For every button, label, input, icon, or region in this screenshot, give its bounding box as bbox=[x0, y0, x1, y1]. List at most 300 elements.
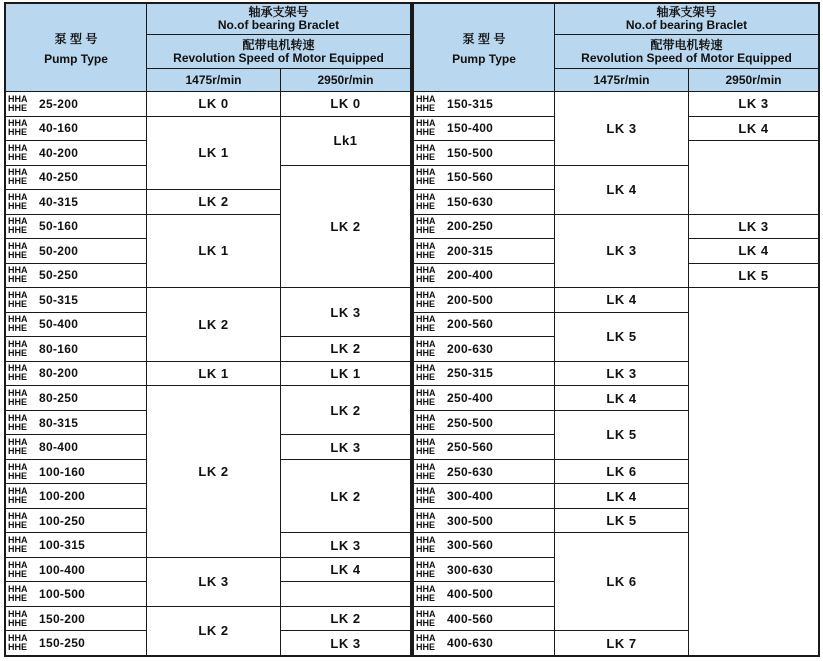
motor-speed-header-en: Revolution Speed of Motor Equipped bbox=[173, 50, 384, 65]
series-label-bottom: HHE bbox=[8, 617, 28, 628]
bearing-2950-cell bbox=[280, 630, 410, 655]
bearing-2950-label: LK 1 bbox=[330, 365, 361, 381]
bearing-1475-label: LK 4 bbox=[606, 182, 637, 198]
series-label bbox=[6, 95, 34, 113]
bearing-2950-label: LK 2 bbox=[330, 488, 361, 504]
pump-model-cell bbox=[6, 434, 146, 459]
bearing-2950-label: LK 4 bbox=[330, 562, 361, 578]
bearing-bracket-header bbox=[554, 4, 818, 34]
pump-size: 200-400 bbox=[447, 268, 494, 283]
pump-model-cell bbox=[414, 483, 554, 508]
series-label-bottom: HHE bbox=[8, 323, 28, 334]
pump-size: 80-250 bbox=[39, 391, 79, 405]
pump-size: 40-315 bbox=[39, 194, 79, 209]
bearing-2950-label: LK 3 bbox=[738, 96, 769, 112]
pump-size: 100-400 bbox=[39, 562, 86, 577]
bearing-1475-label: LK 3 bbox=[606, 365, 637, 381]
pump-size: 200-500 bbox=[447, 292, 494, 307]
bearing-2950-label: LK 3 bbox=[330, 537, 361, 553]
series-label-bottom: HHE bbox=[8, 274, 28, 285]
series-label-top: HHA bbox=[416, 633, 436, 644]
series-label bbox=[414, 487, 442, 505]
bearing-2950-label: LK 2 bbox=[330, 611, 361, 627]
series-label bbox=[6, 291, 34, 309]
pump-model-cell bbox=[414, 189, 554, 214]
pump-model-cell bbox=[414, 532, 554, 557]
pump-model-cell bbox=[414, 434, 554, 459]
pump-model-cell bbox=[6, 385, 146, 410]
series-label-bottom: HHE bbox=[416, 151, 436, 162]
bearing-1475-cell bbox=[554, 287, 688, 312]
series-label-top: HHA bbox=[416, 338, 436, 349]
rpm-2950-label: 2950r/min bbox=[317, 72, 374, 87]
bearing-2950-label: LK 2 bbox=[330, 341, 361, 357]
series-label-top: HHA bbox=[8, 608, 28, 619]
pump-size: 100-315 bbox=[39, 538, 86, 553]
bearing-2950-label: LK 3 bbox=[330, 304, 361, 320]
bearing-1475-label: LK 5 bbox=[606, 329, 637, 345]
series-label bbox=[414, 315, 442, 333]
series-label-bottom: HHE bbox=[8, 372, 28, 383]
bearing-1475-label: LK 1 bbox=[198, 145, 229, 161]
bearing-1475-cell bbox=[146, 214, 280, 288]
series-label-bottom: HHE bbox=[8, 568, 28, 579]
series-label-bottom: HHE bbox=[416, 470, 436, 481]
pump-size: 100-200 bbox=[39, 489, 86, 504]
bearing-1475-label: LK 4 bbox=[606, 488, 637, 504]
rpm-1475-label: 1475r/min bbox=[593, 72, 650, 87]
series-label-bottom: HHE bbox=[8, 593, 28, 604]
series-label-top: HHA bbox=[416, 191, 436, 202]
bearing-bracket-header-en: No.of bearing Braclet bbox=[625, 18, 748, 32]
pump-model-cell bbox=[414, 140, 554, 165]
series-label-bottom: HHE bbox=[416, 519, 436, 530]
pump-size: 80-160 bbox=[39, 341, 79, 356]
series-label bbox=[414, 291, 442, 309]
bearing-1475-label: LK 4 bbox=[606, 292, 637, 308]
series-label-top: HHA bbox=[8, 388, 28, 398]
series-label-bottom: HHE bbox=[416, 372, 436, 383]
series-label-top: HHA bbox=[416, 167, 436, 178]
pump-model-cell bbox=[6, 189, 146, 214]
pump-model-cell bbox=[6, 263, 146, 288]
bearing-1475-label: LK 3 bbox=[606, 120, 637, 136]
pump-model-cell bbox=[6, 459, 146, 484]
pump-model-cell bbox=[6, 238, 146, 263]
bearing-2950-cell bbox=[280, 532, 410, 557]
series-label bbox=[6, 340, 34, 358]
series-label-top: HHA bbox=[416, 93, 436, 104]
pump-size: 150-250 bbox=[39, 636, 86, 651]
pump-size: 100-160 bbox=[39, 464, 86, 479]
pump-model-cell bbox=[6, 336, 146, 361]
pump-size: 250-560 bbox=[447, 440, 494, 455]
pump-model-cell bbox=[6, 165, 146, 190]
series-label-bottom: HHE bbox=[8, 102, 28, 113]
series-label-bottom: HHE bbox=[8, 446, 28, 457]
rpm-2950-header bbox=[280, 68, 410, 91]
bearing-1475-cell bbox=[554, 459, 688, 484]
series-label-top: HHA bbox=[416, 584, 436, 595]
motor-speed-header-cn: 配带电机转速 bbox=[650, 37, 723, 52]
rpm-2950-label: 2950r/min bbox=[725, 72, 782, 87]
rpm-1475-label: 1475r/min bbox=[185, 72, 242, 87]
bearing-2950-label: LK 3 bbox=[738, 218, 769, 234]
bearing-1475-label: LK 2 bbox=[198, 623, 229, 639]
pump-type-header-cn: 泵 型 号 bbox=[462, 31, 506, 46]
series-label-bottom: HHE bbox=[416, 298, 436, 309]
series-label-top: HHA bbox=[416, 510, 436, 521]
bearing-1475-label: LK 4 bbox=[606, 390, 637, 406]
series-label bbox=[414, 340, 442, 358]
pump-size: 300-630 bbox=[447, 562, 494, 577]
bearing-2950-cell bbox=[688, 116, 818, 141]
pump-type-header-cn: 泵 型 号 bbox=[54, 31, 98, 46]
pump-size: 50-400 bbox=[39, 317, 79, 332]
pump-model-cell bbox=[6, 361, 146, 386]
pump-size: 250-630 bbox=[447, 464, 494, 479]
series-label-top: HHA bbox=[8, 559, 28, 570]
bearing-1475-label: LK 3 bbox=[606, 243, 637, 259]
pump-model-cell bbox=[6, 140, 146, 165]
bearing-bracket-header-en: No.of bearing Braclet bbox=[217, 18, 340, 32]
bearing-2950-cell bbox=[280, 91, 410, 116]
bearing-1475-label: LK 3 bbox=[198, 574, 229, 590]
series-label-bottom: HHE bbox=[8, 470, 28, 481]
series-label bbox=[6, 487, 34, 505]
pump-type-header-en: Pump Type bbox=[44, 51, 108, 66]
series-label bbox=[6, 585, 34, 603]
series-label-top: HHA bbox=[8, 363, 28, 374]
bearing-2950-cell bbox=[280, 361, 410, 386]
bearing-2950-cell bbox=[688, 238, 818, 263]
bearing-1475-cell bbox=[146, 557, 280, 606]
pump-model-cell bbox=[414, 214, 554, 239]
series-label-top: HHA bbox=[8, 486, 28, 497]
series-label bbox=[414, 168, 442, 186]
pump-size: 150-560 bbox=[447, 170, 494, 185]
series-label-top: HHA bbox=[8, 314, 28, 325]
pump-model-cell bbox=[414, 336, 554, 361]
series-label-top: HHA bbox=[416, 412, 436, 423]
bearing-2950-cell bbox=[280, 385, 410, 434]
pump-model-cell bbox=[414, 116, 554, 141]
series-label-bottom: HHE bbox=[8, 298, 28, 309]
series-label-top: HHA bbox=[416, 289, 436, 300]
series-label-bottom: HHE bbox=[8, 249, 28, 260]
bearing-2950-cell bbox=[280, 165, 410, 288]
bearing-1475-label: LK 2 bbox=[198, 316, 229, 332]
pump-model-cell bbox=[6, 532, 146, 557]
series-label bbox=[414, 144, 442, 162]
series-label bbox=[414, 463, 442, 481]
series-label-bottom: HHE bbox=[8, 200, 28, 211]
series-label-top: HHA bbox=[416, 559, 436, 570]
series-label-bottom: HHE bbox=[8, 519, 28, 530]
series-label bbox=[414, 634, 442, 652]
bearing-1475-cell bbox=[146, 287, 280, 361]
bearing-2950-cell bbox=[280, 459, 410, 533]
bearing-1475-cell bbox=[554, 312, 688, 361]
bearing-2950-cell bbox=[688, 263, 818, 288]
series-label bbox=[6, 193, 34, 211]
pump-size: 200-560 bbox=[447, 317, 494, 332]
series-label bbox=[6, 389, 34, 407]
pump-size: 100-500 bbox=[39, 587, 86, 602]
series-label-bottom: HHE bbox=[416, 249, 436, 260]
bearing-2950-cell bbox=[280, 557, 410, 582]
bearing-bracket-header bbox=[146, 4, 410, 34]
pump-model-cell bbox=[414, 508, 554, 533]
pump-size: 250-400 bbox=[447, 391, 494, 405]
bearing-1475-cell bbox=[146, 361, 280, 386]
pump-model-cell bbox=[414, 238, 554, 263]
series-label bbox=[6, 512, 34, 530]
bearing-2950-cell bbox=[280, 434, 410, 459]
bearing-2950-label: LK 2 bbox=[330, 402, 361, 418]
series-label bbox=[6, 168, 34, 186]
pump-model-cell bbox=[414, 287, 554, 312]
series-label-bottom: HHE bbox=[416, 568, 436, 579]
bearing-1475-cell bbox=[554, 361, 688, 386]
series-label-top: HHA bbox=[8, 461, 28, 472]
series-label bbox=[6, 610, 34, 628]
pump-size: 50-250 bbox=[39, 268, 79, 283]
pump-model-cell bbox=[6, 116, 146, 141]
series-label bbox=[414, 536, 442, 554]
bearing-1475-label: LK 2 bbox=[198, 464, 229, 480]
series-label bbox=[6, 536, 34, 554]
pump-size: 400-630 bbox=[447, 636, 494, 651]
bearing-1475-cell bbox=[554, 214, 688, 288]
bearing-1475-cell bbox=[554, 410, 688, 459]
series-label-top: HHA bbox=[8, 437, 28, 448]
series-label bbox=[6, 634, 34, 652]
bearing-2950-label: LK 0 bbox=[330, 96, 361, 112]
pump-model-cell bbox=[414, 459, 554, 484]
series-label bbox=[6, 144, 34, 162]
bearing-1475-cell bbox=[554, 91, 688, 165]
series-label-top: HHA bbox=[8, 240, 28, 251]
series-label-top: HHA bbox=[416, 240, 436, 251]
series-label-bottom: HHE bbox=[8, 176, 28, 187]
series-label-bottom: HHE bbox=[416, 397, 436, 407]
series-label-bottom: HHE bbox=[416, 225, 436, 236]
series-label-bottom: HHE bbox=[8, 151, 28, 162]
bearing-1475-cell bbox=[146, 606, 280, 655]
series-label-bottom: HHE bbox=[416, 421, 436, 432]
bearing-2950-label: LK 4 bbox=[738, 120, 769, 136]
pump-size: 40-200 bbox=[39, 145, 79, 160]
series-label-bottom: HHE bbox=[416, 347, 436, 358]
pump-size: 150-315 bbox=[447, 96, 494, 111]
series-label-bottom: HHE bbox=[416, 544, 436, 555]
series-label bbox=[414, 364, 442, 382]
pump-size: 400-560 bbox=[447, 611, 494, 626]
bearing-2950-label: LK 5 bbox=[738, 267, 769, 283]
series-label bbox=[6, 438, 34, 456]
series-label bbox=[6, 266, 34, 284]
series-label-bottom: HHE bbox=[8, 421, 28, 432]
series-label-top: HHA bbox=[8, 535, 28, 546]
pump-size: 200-250 bbox=[447, 219, 494, 234]
series-label bbox=[414, 119, 442, 137]
series-label-top: HHA bbox=[8, 142, 28, 153]
bearing-2950-cell bbox=[688, 91, 818, 116]
bearing-1475-cell bbox=[554, 508, 688, 533]
bearing-1475-cell bbox=[146, 91, 280, 116]
pump-size: 50-160 bbox=[39, 219, 79, 234]
series-label-bottom: HHE bbox=[416, 102, 436, 113]
bearing-2950-label: LK 2 bbox=[330, 218, 361, 234]
bearing-1475-cell bbox=[554, 385, 688, 410]
pump-model-cell bbox=[6, 630, 146, 655]
series-label-top: HHA bbox=[8, 289, 28, 300]
series-label-top: HHA bbox=[8, 167, 28, 178]
series-label bbox=[6, 364, 34, 382]
pump-size: 200-630 bbox=[447, 341, 494, 356]
series-label-bottom: HHE bbox=[416, 642, 436, 653]
pump-size: 150-400 bbox=[447, 121, 494, 136]
series-label bbox=[414, 193, 442, 211]
pump-size: 250-315 bbox=[447, 366, 494, 381]
series-label bbox=[414, 512, 442, 530]
bearing-1475-label: LK 5 bbox=[606, 513, 637, 529]
series-label bbox=[414, 414, 442, 432]
series-label bbox=[414, 561, 442, 579]
bearing-2950-cell bbox=[280, 287, 410, 336]
series-label-top: HHA bbox=[8, 584, 28, 595]
series-label-top: HHA bbox=[8, 510, 28, 521]
series-label bbox=[6, 463, 34, 481]
pump-type-header-en: Pump Type bbox=[452, 51, 516, 66]
pump-size: 80-315 bbox=[39, 415, 79, 430]
series-label-top: HHA bbox=[8, 412, 28, 423]
series-label-bottom: HHE bbox=[8, 397, 28, 407]
bearing-2950-label: LK 3 bbox=[330, 635, 361, 651]
bearing-1475-label: LK 5 bbox=[606, 427, 637, 443]
bearing-2950-label: LK 4 bbox=[738, 243, 769, 259]
series-label-bottom: HHE bbox=[416, 176, 436, 187]
pump-model-cell bbox=[414, 581, 554, 606]
series-label-bottom: HHE bbox=[8, 127, 28, 138]
series-label-top: HHA bbox=[416, 437, 436, 448]
series-label-bottom: HHE bbox=[8, 347, 28, 358]
pump-size: 40-250 bbox=[39, 170, 79, 185]
motor-speed-header bbox=[554, 34, 818, 68]
bearing-2950-cell bbox=[688, 287, 818, 655]
series-label bbox=[6, 414, 34, 432]
pump-model-cell bbox=[414, 385, 554, 410]
pump-model-cell bbox=[6, 508, 146, 533]
bearing-table-right bbox=[412, 2, 820, 657]
pump-size: 40-160 bbox=[39, 121, 79, 136]
series-label-bottom: HHE bbox=[416, 274, 436, 285]
bearing-2950-cell bbox=[688, 140, 818, 214]
series-label bbox=[414, 266, 442, 284]
bearing-1475-cell bbox=[554, 532, 688, 630]
pump-size: 150-630 bbox=[447, 194, 494, 209]
bearing-1475-label: LK 6 bbox=[606, 464, 637, 480]
pump-model-cell bbox=[414, 557, 554, 582]
pump-size: 300-500 bbox=[447, 513, 494, 528]
bearing-1475-label: LK 7 bbox=[606, 635, 637, 651]
bearing-1475-label: LK 6 bbox=[606, 574, 637, 590]
pump-model-cell bbox=[6, 483, 146, 508]
pump-model-cell bbox=[414, 91, 554, 116]
pump-size: 300-400 bbox=[447, 489, 494, 504]
series-label-bottom: HHE bbox=[416, 617, 436, 628]
pump-model-cell bbox=[414, 606, 554, 631]
series-label-bottom: HHE bbox=[416, 127, 436, 138]
series-label bbox=[414, 610, 442, 628]
series-label bbox=[414, 95, 442, 113]
pump-type-header bbox=[6, 4, 146, 91]
pump-model-cell bbox=[6, 557, 146, 582]
pump-model-cell bbox=[6, 287, 146, 312]
series-label-bottom: HHE bbox=[416, 200, 436, 211]
series-label bbox=[6, 242, 34, 260]
bearing-1475-cell bbox=[554, 630, 688, 655]
series-label bbox=[414, 217, 442, 235]
bearing-1475-label: LK 1 bbox=[198, 365, 229, 381]
series-label-top: HHA bbox=[8, 216, 28, 227]
series-label-top: HHA bbox=[416, 388, 436, 398]
pump-model-cell bbox=[414, 361, 554, 386]
pump-model-cell bbox=[6, 312, 146, 337]
bearing-2950-cell bbox=[280, 336, 410, 361]
series-label-bottom: HHE bbox=[416, 323, 436, 334]
rpm-1475-header bbox=[554, 68, 688, 91]
series-label bbox=[6, 217, 34, 235]
pump-size: 80-400 bbox=[39, 440, 79, 455]
bearing-1475-cell bbox=[146, 116, 280, 190]
series-label-bottom: HHE bbox=[8, 225, 28, 236]
bearing-2950-cell bbox=[280, 606, 410, 631]
series-label bbox=[414, 585, 442, 603]
pump-model-cell bbox=[6, 606, 146, 631]
pump-size: 250-500 bbox=[447, 415, 494, 430]
series-label-top: HHA bbox=[8, 265, 28, 276]
series-label bbox=[6, 119, 34, 137]
series-label-top: HHA bbox=[416, 142, 436, 153]
series-label-bottom: HHE bbox=[416, 593, 436, 604]
pump-type-header bbox=[414, 4, 554, 91]
series-label-bottom: HHE bbox=[8, 495, 28, 506]
series-label-top: HHA bbox=[416, 535, 436, 546]
series-label-top: HHA bbox=[416, 486, 436, 497]
pump-model-cell bbox=[414, 630, 554, 655]
series-label-top: HHA bbox=[416, 265, 436, 276]
bearing-2950-cell bbox=[280, 581, 410, 606]
series-label-bottom: HHE bbox=[8, 642, 28, 653]
series-label-top: HHA bbox=[8, 118, 28, 129]
motor-speed-header bbox=[146, 34, 410, 68]
pump-model-cell bbox=[6, 91, 146, 116]
series-label-top: HHA bbox=[416, 363, 436, 374]
rpm-2950-header bbox=[688, 68, 818, 91]
motor-speed-header-en: Revolution Speed of Motor Equipped bbox=[581, 50, 792, 65]
pump-model-cell bbox=[6, 581, 146, 606]
series-label-top: HHA bbox=[8, 338, 28, 349]
pump-size: 150-200 bbox=[39, 611, 86, 626]
pump-size: 300-560 bbox=[447, 538, 494, 553]
series-label-top: HHA bbox=[8, 93, 28, 104]
pump-size: 50-200 bbox=[39, 243, 79, 258]
bearing-1475-cell bbox=[146, 189, 280, 214]
pump-size: 25-200 bbox=[39, 96, 79, 111]
bearing-2950-label: Lk1 bbox=[333, 133, 358, 149]
